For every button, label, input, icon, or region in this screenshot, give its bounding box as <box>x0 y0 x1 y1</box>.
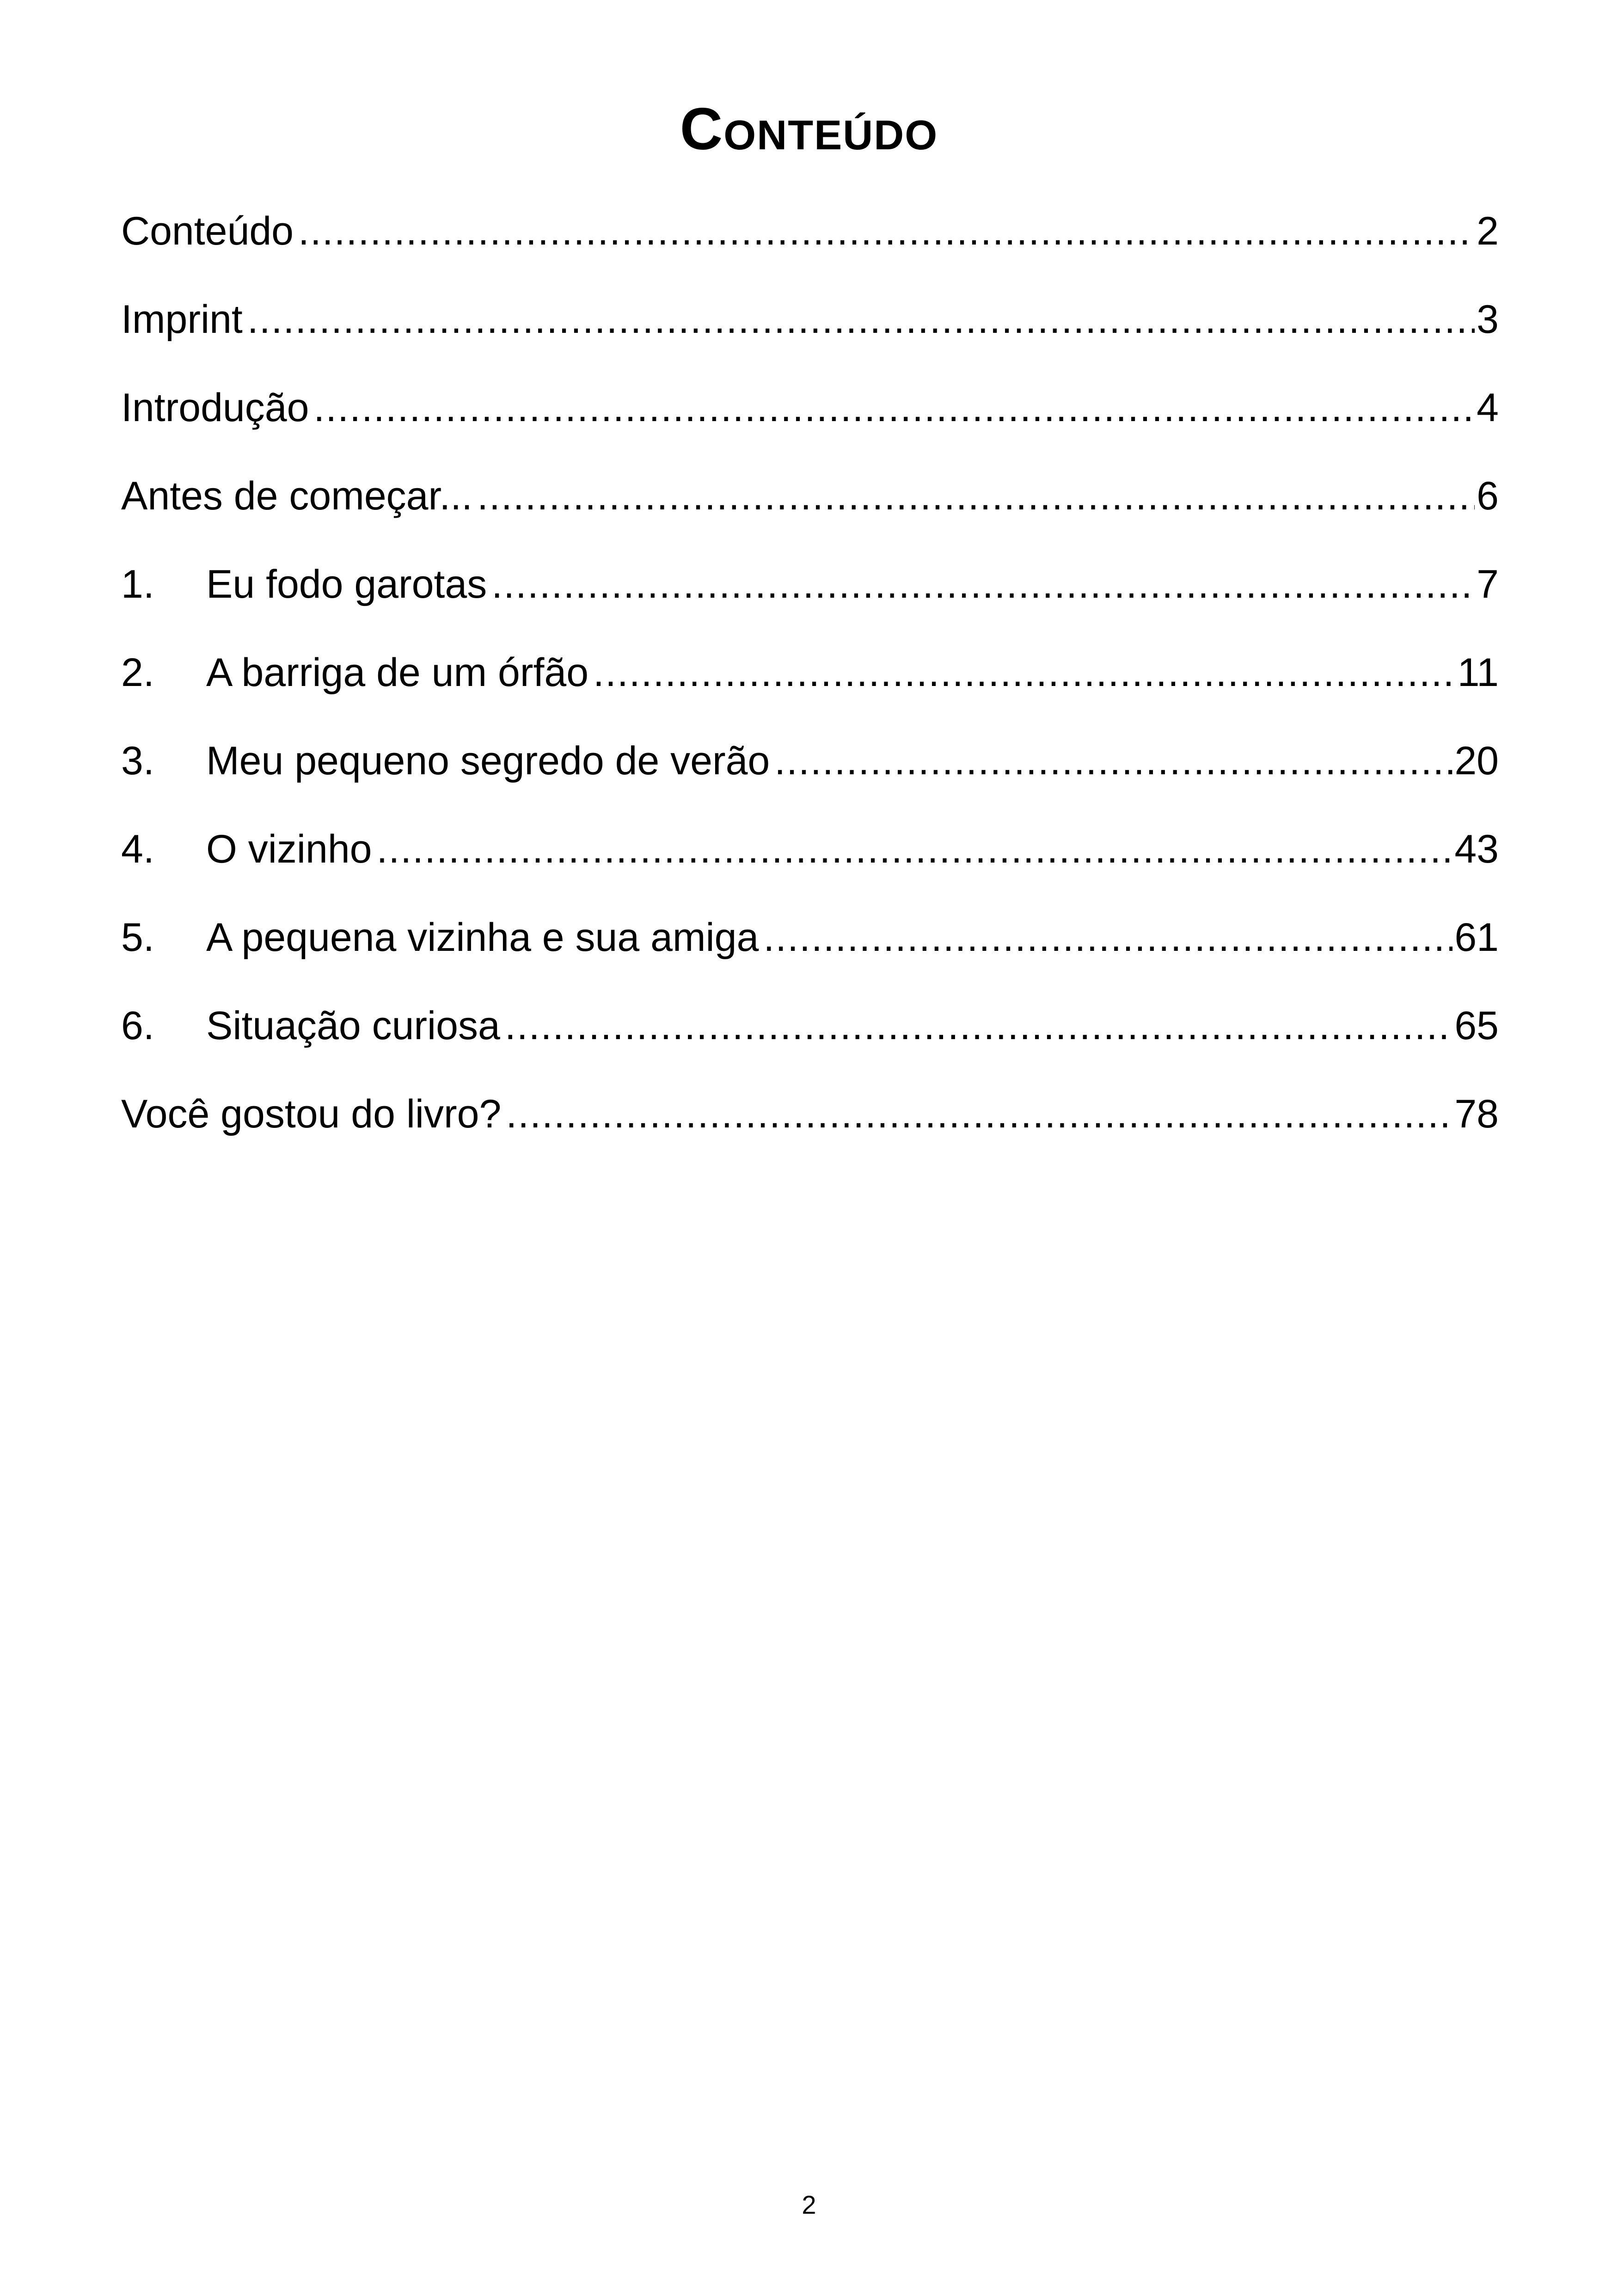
toc-entry[interactable] <box>121 1082 1499 1170</box>
toc-entry[interactable] <box>121 817 1499 905</box>
toc-entry-page: 65 <box>1454 1004 1499 1048</box>
toc-entry-label: A pequena vizinha e sua amiga <box>206 915 759 960</box>
toc-entry-label: O vizinho <box>206 827 372 871</box>
toc-entry-label: Situação curiosa <box>206 1004 500 1048</box>
table-of-contents <box>121 199 1499 1170</box>
toc-entry-page: 3 <box>1477 297 1499 342</box>
toc-entry-number: 5. <box>121 915 154 960</box>
toc-leader-dots <box>313 375 1475 440</box>
toc-entry-label: Imprint <box>121 297 243 342</box>
toc-entry-page: 20 <box>1454 739 1499 783</box>
toc-entry[interactable] <box>121 199 1499 287</box>
toc-entry[interactable] <box>121 993 1499 1082</box>
page-title: Conteúdo <box>680 96 938 162</box>
toc-entry-page: 43 <box>1454 827 1499 871</box>
toc-entry-label: Meu pequeno segredo de verão <box>206 739 770 783</box>
toc-entry-label: A barriga de um órfão <box>206 650 589 695</box>
toc-entry-label: Conteúdo <box>121 209 294 253</box>
toc-entry[interactable] <box>121 375 1499 464</box>
toc-entry[interactable] <box>121 464 1499 552</box>
toc-entry-page: 2 <box>1477 209 1499 253</box>
toc-leader-dots <box>774 729 1453 793</box>
toc-leader-dots <box>298 199 1475 263</box>
page-number: 2 <box>802 2190 816 2219</box>
toc-entry-page: 4 <box>1477 386 1499 430</box>
toc-leader-dots <box>247 287 1475 352</box>
toc-leader-dots <box>491 552 1475 617</box>
toc-entry[interactable] <box>121 640 1499 729</box>
toc-leader-dots <box>505 993 1453 1058</box>
toc-entry-page: 7 <box>1477 562 1499 606</box>
toc-entry-number: 4. <box>121 827 154 871</box>
toc-entry[interactable] <box>121 905 1499 993</box>
toc-entry-label: Antes de começar... <box>121 474 473 518</box>
toc-leader-dots <box>593 640 1456 705</box>
toc-entry-number: 2. <box>121 650 154 695</box>
toc-entry-label: Eu fodo garotas <box>206 562 487 606</box>
toc-leader-dots <box>763 905 1453 970</box>
toc-entry-page: 78 <box>1454 1092 1499 1136</box>
toc-entry-number: 1. <box>121 562 154 606</box>
toc-entry-page: 61 <box>1454 915 1499 960</box>
toc-leader-dots <box>477 464 1475 528</box>
toc-entry-label: Introdução <box>121 386 309 430</box>
toc-leader-dots <box>506 1082 1453 1146</box>
toc-entry[interactable] <box>121 287 1499 375</box>
toc-entry[interactable] <box>121 552 1499 640</box>
toc-entry-page: 11 <box>1457 650 1499 695</box>
toc-entry-number: 3. <box>121 739 154 783</box>
toc-entry[interactable] <box>121 729 1499 817</box>
toc-entry-label: Você gostou do livro? <box>121 1092 502 1136</box>
toc-entry-number: 6. <box>121 1004 154 1048</box>
toc-entry-page: 6 <box>1477 474 1499 518</box>
toc-leader-dots <box>377 817 1453 882</box>
